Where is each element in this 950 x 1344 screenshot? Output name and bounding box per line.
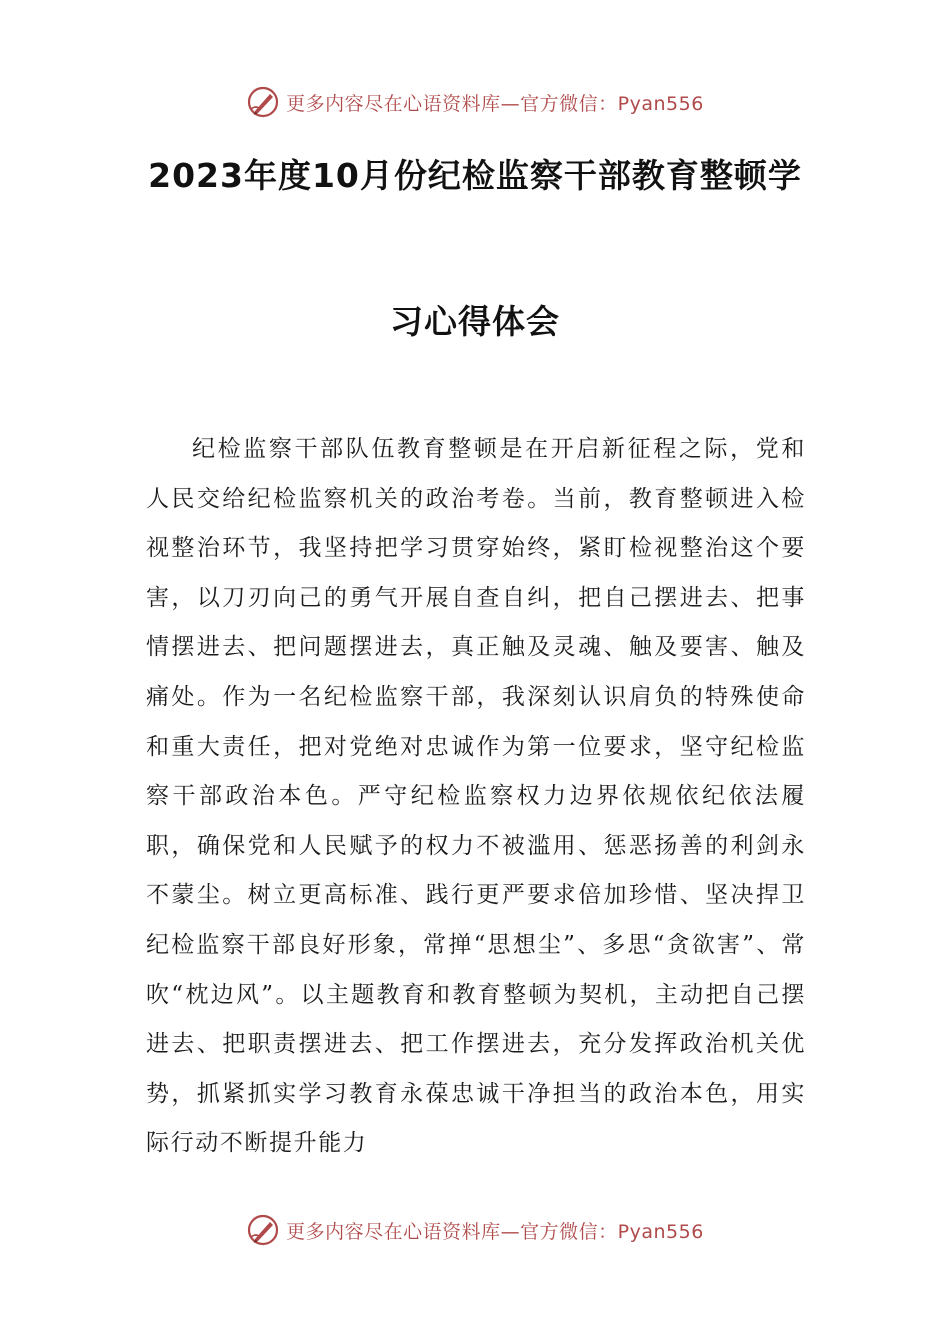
banner-text [286,1217,704,1244]
wechat-id: Pyan556 [617,92,704,115]
banner-slogan: 更多内容尽在心语资料库—官方微信： [286,92,618,115]
pen-circle-icon [246,1213,280,1247]
banner-text [286,89,704,116]
document-title-line-1: 2023年度10月份纪检监察干部教育整顿学 [148,156,802,195]
footer-banner [0,1210,950,1250]
banner-slogan: 更多内容尽在心语资料库—官方微信： [286,1220,618,1243]
wechat-id: Pyan556 [617,1220,704,1243]
header-banner [0,82,950,122]
document-title-line-2: 习心得体会 [390,302,560,341]
pen-circle-icon [246,85,280,119]
body-paragraph: 纪检监察干部队伍教育整顿是在开启新征程之际，党和人民交给纪检监察机关的政治考卷。当前，教育整顿进入检视整治环节，我坚持把学习贯穿始终，紧盯检视整治这个要害，以刀刃向己的勇气开展自查自纠，把自己摆进去、把事情摆进去、把问题摆进去，真正触及灵魂、触及要害、触及痛处。作为一名纪检监察干部，我深刻认识肩负的特殊使命和重大责任，把对党绝对忠诚作为第一位要求，坚守纪检监察干部政治本色。严守纪检监察权力边界依规依纪依法履职，确保党和人民赋予的权力不被滥用、惩恶扬善的利剑永不蒙尘。树立更高标准、践行更严要求倍加珍惜、坚决捍卫纪检监察干部良好形象，常掸“思想尘”、多思“贪欲害”、常吹“枕边风”。以主题教育和教育整顿为契机，主动把自己摆进去、把职责摆进去、把工作摆进去，充分发挥政治机关优势，抓紧抓实学习教育永葆忠诚干净担当的政治本色，用实际行动不断提升能力 [146,436,806,1157]
